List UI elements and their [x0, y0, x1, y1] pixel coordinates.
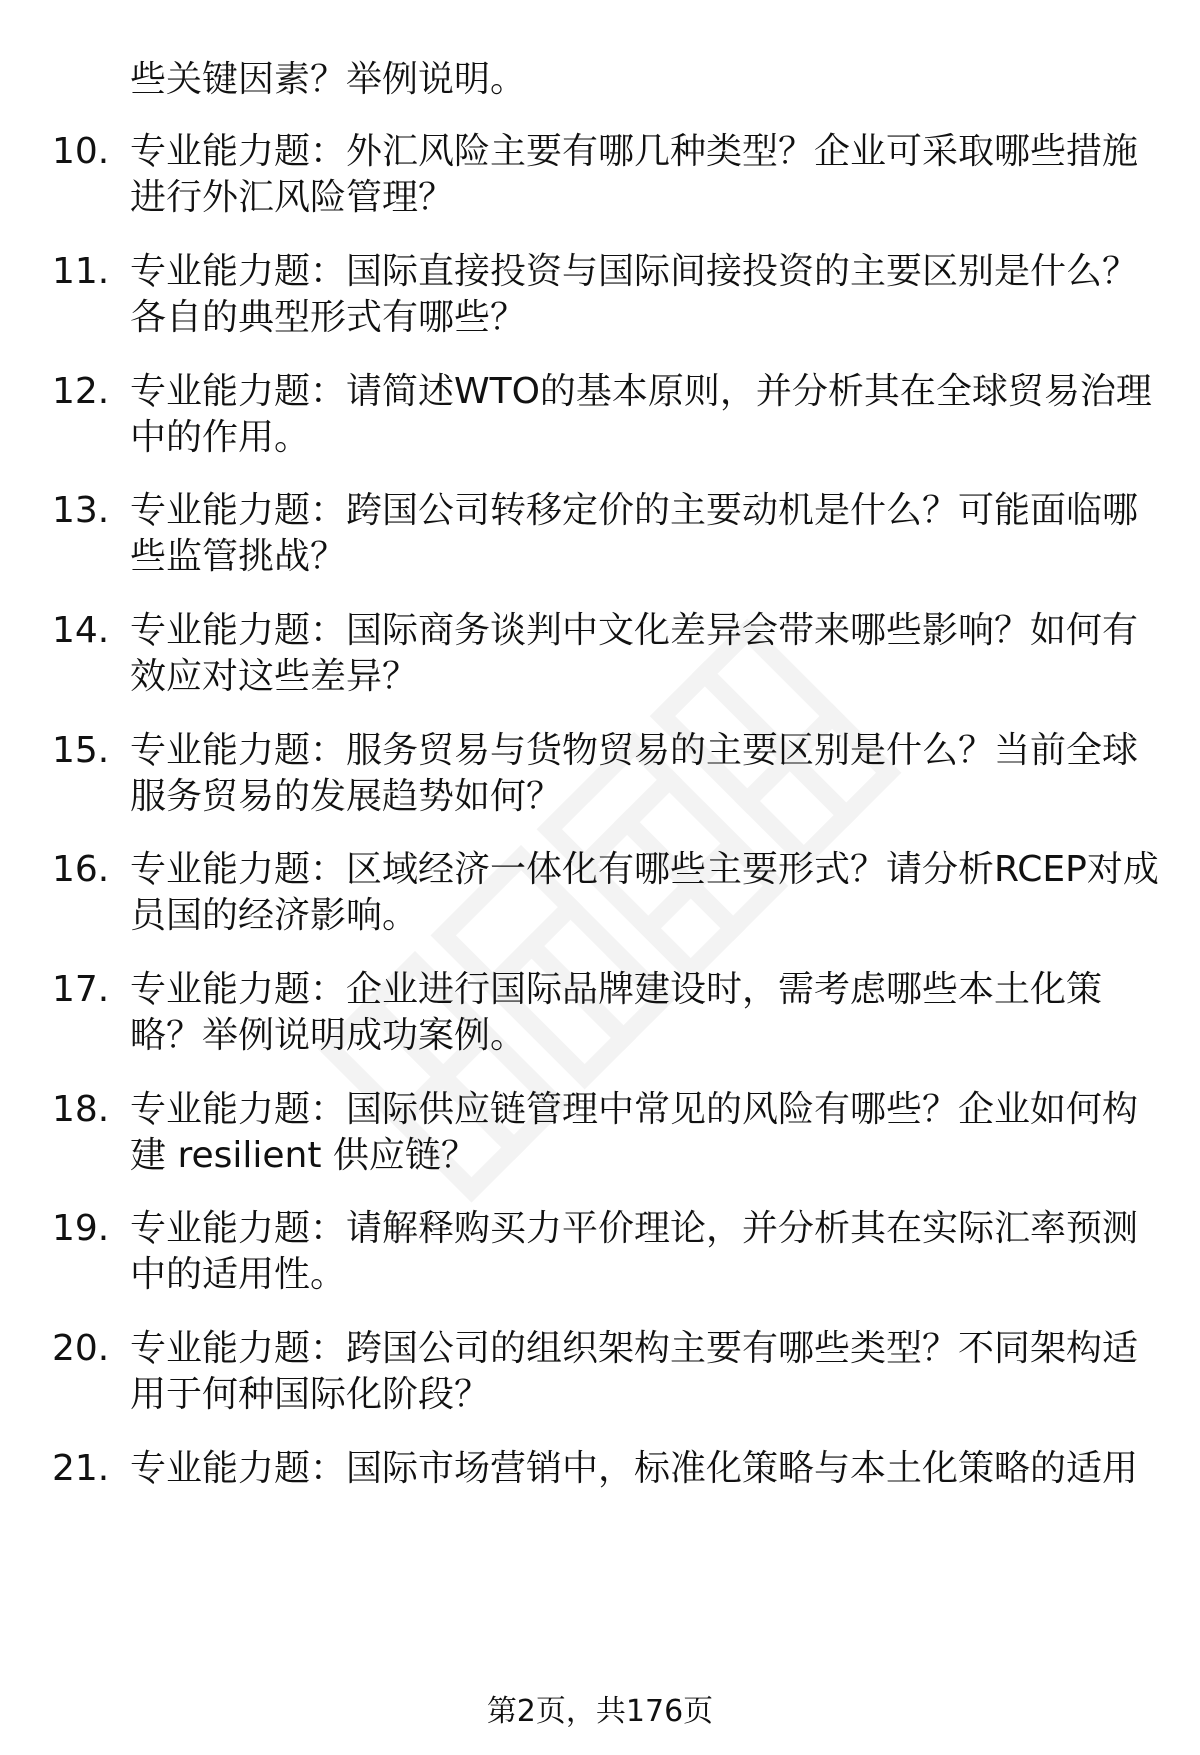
question-line	[0, 1126, 1200, 1186]
question-text: 专业能力题：区域经济一体化有哪些主要形式？请分析RCEP对成	[130, 849, 1159, 890]
question-line	[0, 886, 1200, 946]
question-text: 专业能力题：跨国公司转移定价的主要动机是什么？可能面临哪	[130, 490, 1139, 531]
question-number: 17.	[52, 969, 110, 1010]
question-text: 效应对这些差异？	[130, 656, 419, 697]
page-footer: 第2页，共176页	[486, 1694, 714, 1729]
question-text: 员国的经济影响。	[130, 895, 419, 936]
question-text: 专业能力题：国际市场营销中，标准化策略与本土化策略的适用	[130, 1448, 1139, 1489]
question-line	[0, 527, 1200, 587]
question-text: 进行外汇风险管理？	[130, 177, 455, 218]
question-number: 12.	[52, 371, 110, 412]
question-text: 略？举例说明成功案例。	[130, 1015, 527, 1056]
question-text: 专业能力题：请解释购买力平价理论，并分析其在实际汇率预测	[130, 1208, 1139, 1249]
question-number: 10.	[52, 131, 110, 172]
question-number: 19.	[52, 1208, 110, 1249]
question-line	[0, 288, 1200, 348]
question-text: 些关键因素？举例说明。	[130, 59, 527, 100]
question-line	[0, 1365, 1200, 1425]
question-text: 专业能力题：国际供应链管理中常见的风险有哪些？企业如何构	[130, 1089, 1139, 1130]
question-text: 中的作用。	[130, 417, 311, 458]
question-text: 用于何种国际化阶段？	[130, 1374, 491, 1415]
question-text: 建 resilient 供应链？	[130, 1135, 477, 1176]
question-number: 14.	[52, 610, 110, 651]
question-line	[0, 1439, 1200, 1499]
question-text: 专业能力题：服务贸易与货物贸易的主要区别是什么？当前全球	[130, 730, 1139, 771]
question-number: 13.	[52, 490, 110, 531]
question-line	[0, 408, 1200, 468]
question-text: 专业能力题：跨国公司的组织架构主要有哪些类型？不同架构适	[130, 1328, 1139, 1369]
question-text: 专业能力题：国际商务谈判中文化差异会带来哪些影响？如何有	[130, 610, 1139, 651]
question-number: 15.	[52, 730, 110, 771]
question-number: 20.	[52, 1328, 110, 1369]
question-text: 专业能力题：国际直接投资与国际间接投资的主要区别是什么？	[130, 251, 1139, 292]
question-text: 专业能力题：请简述WTO的基本原则，并分析其在全球贸易治理	[130, 371, 1152, 412]
question-line	[0, 168, 1200, 228]
question-number: 18.	[52, 1089, 110, 1130]
question-number: 16.	[52, 849, 110, 890]
question-line	[0, 1245, 1200, 1305]
question-text: 专业能力题：外汇风险主要有哪几种类型？企业可采取哪些措施	[130, 131, 1139, 172]
question-line	[0, 767, 1200, 827]
question-number: 11.	[52, 251, 110, 292]
question-number: 21.	[52, 1448, 110, 1489]
question-text: 中的适用性。	[130, 1254, 347, 1295]
question-text: 专业能力题：企业进行国际品牌建设时，需考虑哪些本土化策	[130, 969, 1103, 1010]
question-line	[0, 50, 1200, 110]
question-text: 各自的典型形式有哪些？	[130, 297, 527, 338]
question-line	[0, 1006, 1200, 1066]
question-text: 服务贸易的发展趋势如何？	[130, 776, 563, 817]
question-text: 些监管挑战？	[130, 536, 347, 577]
question-line	[0, 647, 1200, 707]
